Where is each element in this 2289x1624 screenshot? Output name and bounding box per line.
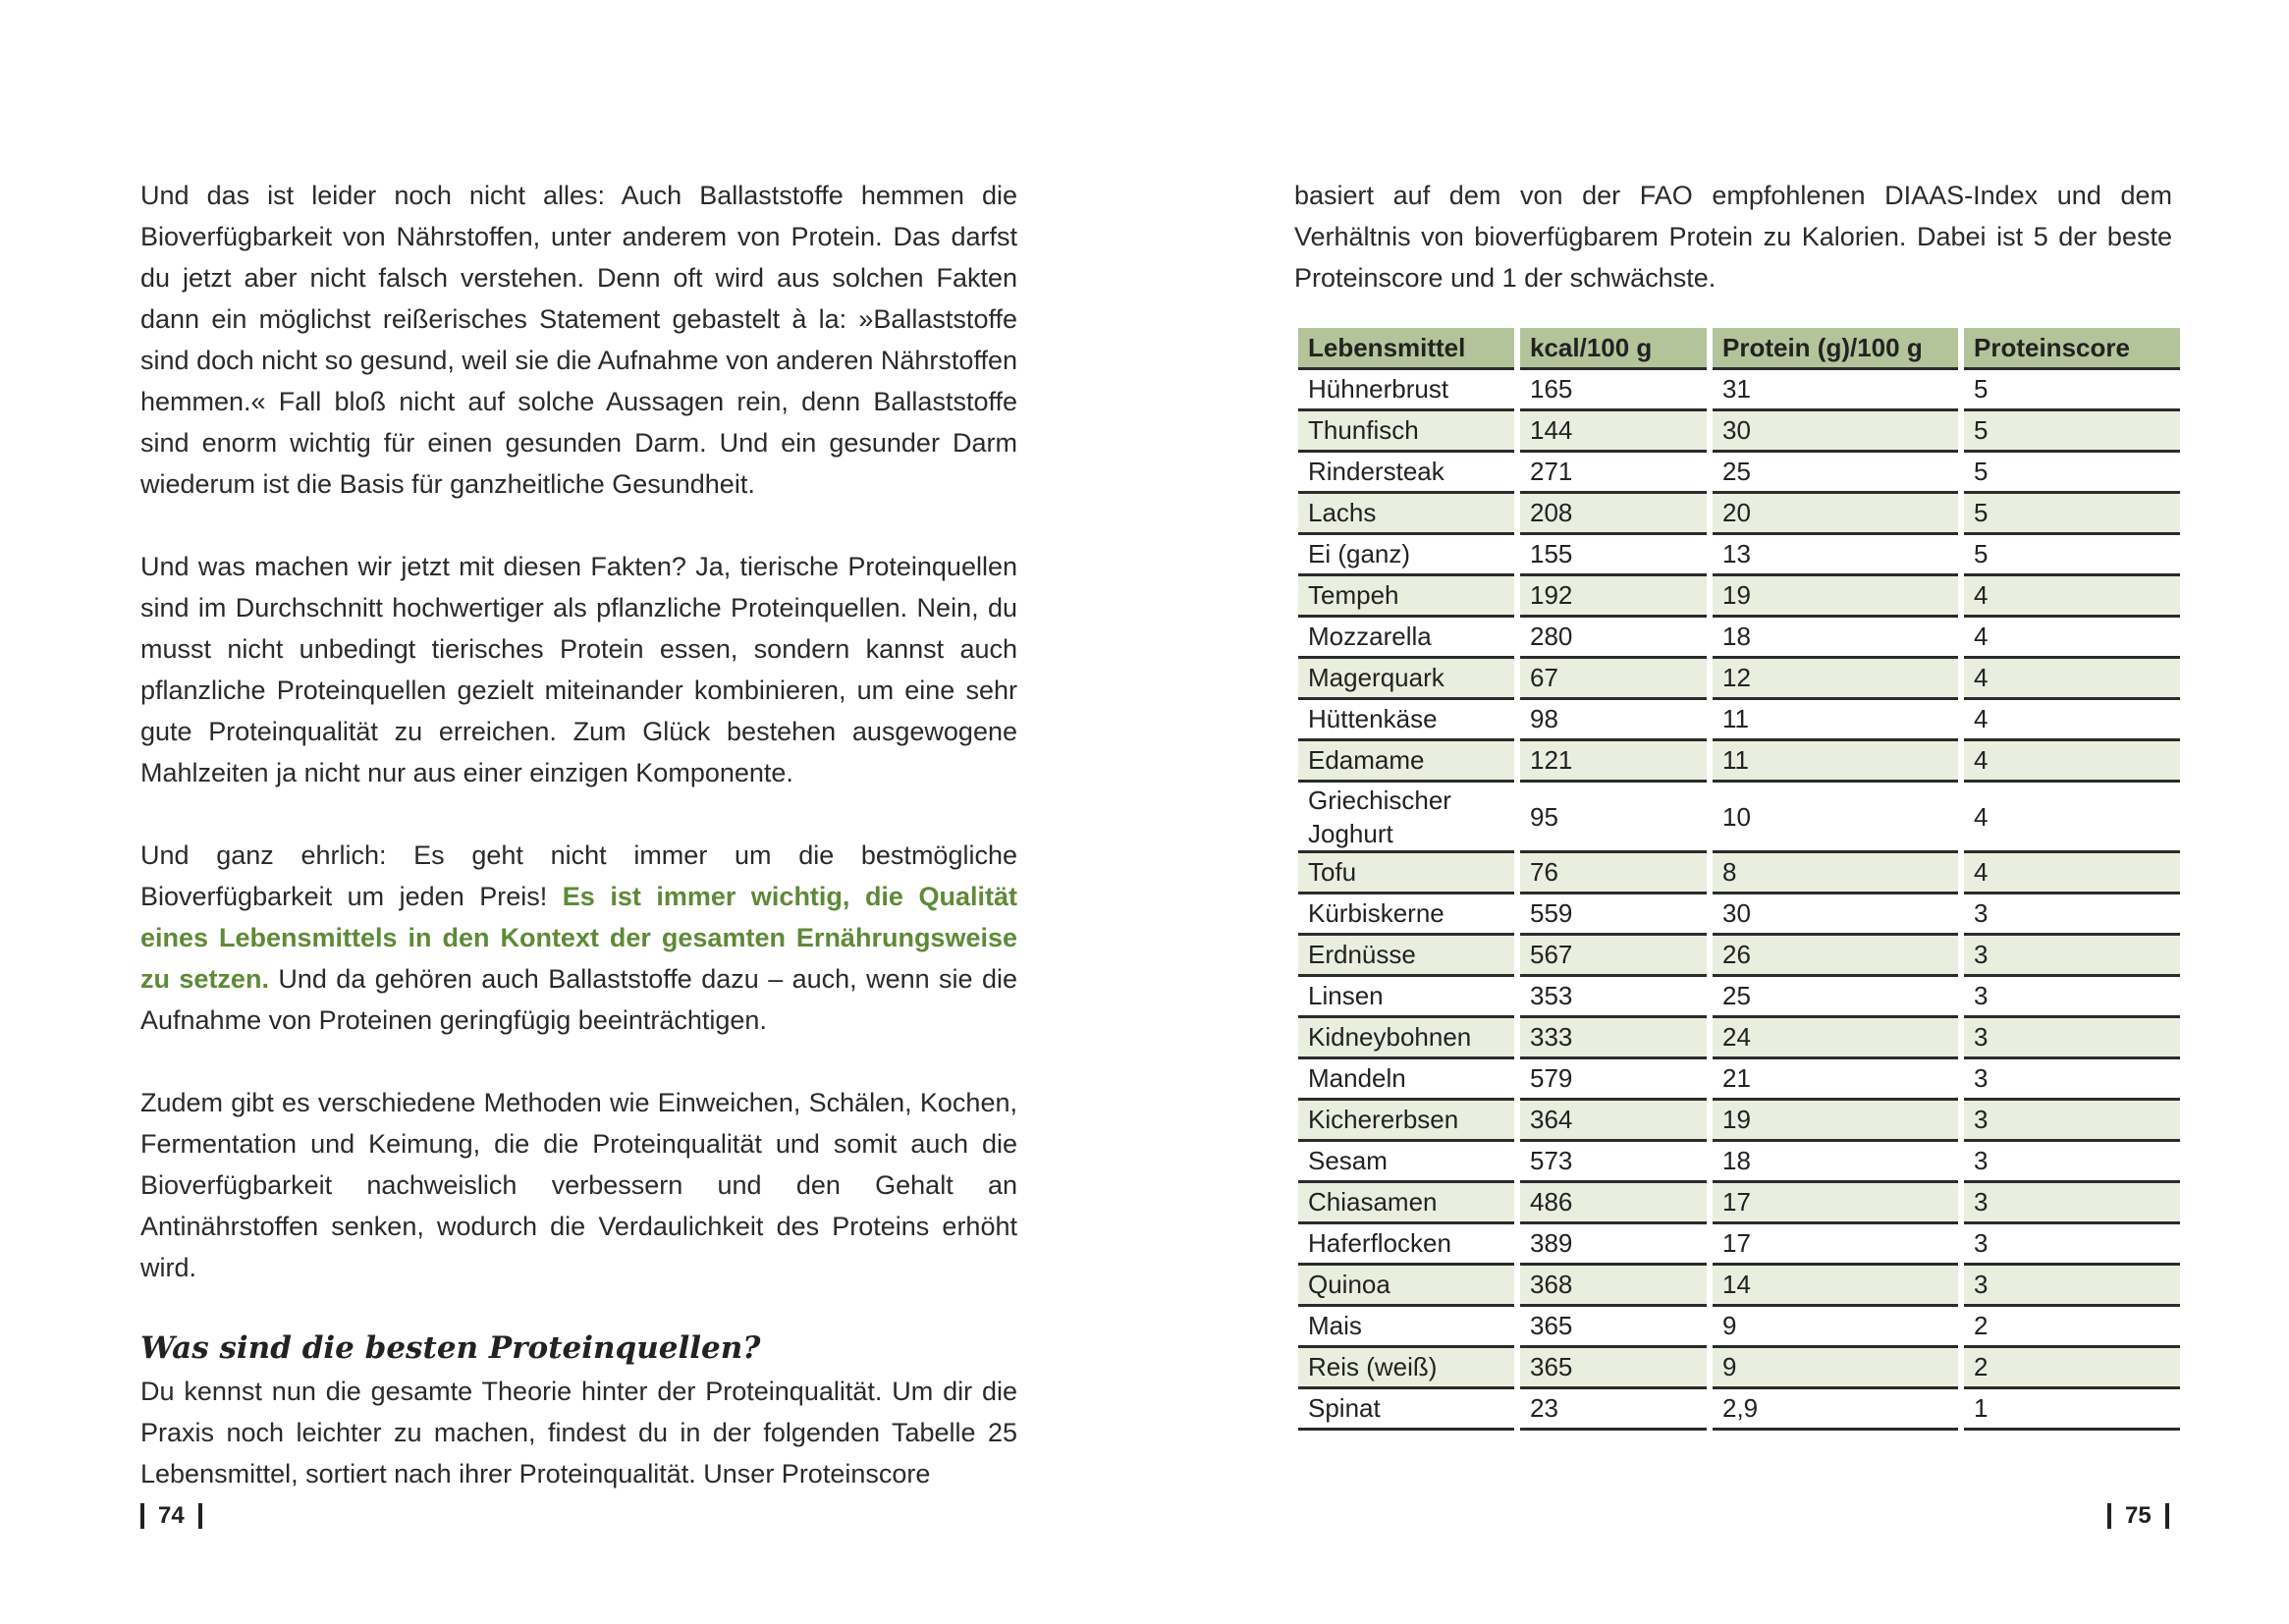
table-cell: 3 [1964,894,2180,936]
table-cell: 11 [1713,741,1958,783]
table-body [1298,370,2180,1431]
paragraph-text: Und ganz ehrlich: Es geht nicht immer um die bestmögliche Bioverfügbarkeit um jeden Preis! [140,840,1017,911]
table-cell: Quinoa [1298,1266,1514,1307]
table-header-row [1298,328,2180,370]
table-cell: 14 [1713,1266,1958,1307]
table-row [1298,1307,2180,1348]
table-cell: 18 [1713,1142,1958,1183]
table-cell: 20 [1713,494,1958,535]
table-cell: 1 [1964,1389,2180,1431]
paragraph-ballaststoffe: Und das ist leider noch nicht alles: Auch Ballaststoffe hemmen die Bioverfügbarkeit von Nährstoffen, unter anderem von Protein. Das darfst du jetzt aber nicht falsch verstehen. Denn oft wird aus solchen Fakten dann ein möglichst reißerisches Statement gebastelt à la: »Ballaststoffe sind doch nicht so gesund, weil sie die Aufnahme von anderen Nährstoffen hemmen.« Fall bloß nicht auf solche Aussagen rein, denn Ballaststoffe sind enorm wichtig für einen gesunden Darm. Und ein gesunder Darm wiederum ist die Basis für ganzheitliche Gesundheit. [140,181,1017,499]
table-cell: 67 [1520,659,1707,700]
table-row [1298,576,2180,618]
table-row [1298,1018,2180,1059]
table-cell: 76 [1520,853,1707,894]
table-row [1298,535,2180,576]
table-cell: 17 [1713,1183,1958,1224]
paragraph-methoden: Zudem gibt es verschiedene Methoden wie Einweichen, Schälen, Kochen, Fermentation und Keimung, die die Proteinqualität und somit auch die Bioverfügbarkeit nachweislich verbessern und den Gehalt an Antinährstoffen senken, wodurch die Verdaulichkeit des Proteins erhöht wird. [140,1088,1017,1282]
table-cell: 4 [1964,853,2180,894]
table-cell: 144 [1520,411,1707,453]
table-row [1298,1348,2180,1389]
table-cell: Linsen [1298,977,1514,1018]
table-cell: 165 [1520,370,1707,411]
table-cell: Magerquark [1298,659,1514,700]
table-row [1298,700,2180,741]
table-cell: 5 [1964,370,2180,411]
table-row [1298,494,2180,535]
table-row [1298,1101,2180,1142]
page-number-bar [2165,1503,2169,1529]
table-cell: Hüttenkäse [1298,700,1514,741]
table-cell: 24 [1713,1018,1958,1059]
table-cell: 4 [1964,618,2180,659]
table-cell: 19 [1713,1101,1958,1142]
page-number-bar [140,1503,144,1529]
table-cell: 5 [1964,453,2180,494]
table-cell: 4 [1964,659,2180,700]
table-cell: 10 [1713,783,1958,853]
table-cell: 389 [1520,1224,1707,1266]
table-cell: 4 [1964,783,2180,853]
table-cell: 9 [1713,1348,1958,1389]
table-cell: 280 [1520,618,1707,659]
table-row [1298,659,2180,700]
table-cell: 3 [1964,936,2180,977]
left-page [140,175,1017,1494]
table-row [1298,1224,2180,1266]
table-cell: 30 [1713,894,1958,936]
table-row [1298,618,2180,659]
table-cell: 4 [1964,700,2180,741]
table-cell: Kürbiskerne [1298,894,1514,936]
table-row [1298,977,2180,1018]
table-cell: 579 [1520,1059,1707,1101]
table-cell: Hühnerbrust [1298,370,1514,411]
table-cell: Chiasamen [1298,1183,1514,1224]
table-cell: 3 [1964,1183,2180,1224]
table-row [1298,783,2180,853]
table-cell: 567 [1520,936,1707,977]
table-cell: 23 [1520,1389,1707,1431]
table-cell: 21 [1713,1059,1958,1101]
table-cell: 155 [1520,535,1707,576]
table-cell: 3 [1964,1224,2180,1266]
table-row [1298,1059,2180,1101]
page-number-text: 75 [2125,1502,2152,1529]
table-cell: Sesam [1298,1142,1514,1183]
protein-table [1292,328,2186,1431]
table-cell: 25 [1713,453,1958,494]
table-cell: Kidneybohnen [1298,1018,1514,1059]
table-cell: 8 [1713,853,1958,894]
table-cell: 98 [1520,700,1707,741]
table-cell: 17 [1713,1224,1958,1266]
table-cell: 3 [1964,1266,2180,1307]
table-cell: Haferflocken [1298,1224,1514,1266]
table-row [1298,894,2180,936]
table-cell: 365 [1520,1307,1707,1348]
table-cell: Tofu [1298,853,1514,894]
column-header-proteinscore: Proteinscore [1964,328,2180,370]
table-cell: Spinat [1298,1389,1514,1431]
page-number-left [140,1502,202,1530]
page-number-bar [2107,1503,2111,1529]
table-row [1298,1142,2180,1183]
table-cell: 4 [1964,741,2180,783]
table-cell: 368 [1520,1266,1707,1307]
table-cell: 5 [1964,411,2180,453]
table-cell: 364 [1520,1101,1707,1142]
table-cell: 19 [1713,576,1958,618]
table-row [1298,1389,2180,1431]
table-cell: 2 [1964,1348,2180,1389]
table-cell: 486 [1520,1183,1707,1224]
paragraph-theorie: Du kennst nun die gesamte Theorie hinter der Proteinqualität. Um dir die Praxis noch leichter zu machen, findest du in der folgenden Tabelle 25 Lebensmittel, sortiert nach ihrer Proteinqualität. Unser Proteinscore [140,1377,1017,1489]
table-row [1298,936,2180,977]
table-cell: Ei (ganz) [1298,535,1514,576]
table-cell: 25 [1713,977,1958,1018]
table-cell: 31 [1713,370,1958,411]
column-header-lebensmittel: Lebensmittel [1298,328,1514,370]
page-number-right [2107,1502,2169,1530]
table-cell: 12 [1713,659,1958,700]
table-cell: 365 [1520,1348,1707,1389]
table-cell: 30 [1713,411,1958,453]
table-row [1298,411,2180,453]
column-header-protein: Protein (g)/100 g [1713,328,1958,370]
table-cell: 2,9 [1713,1389,1958,1431]
right-page [1294,175,2172,298]
table-cell: 95 [1520,783,1707,853]
table-cell: 26 [1713,936,1958,977]
table-cell: Reis (weiß) [1298,1348,1514,1389]
table-row [1298,370,2180,411]
paragraph-fakten: Und was machen wir jetzt mit diesen Fakten? Ja, tierische Proteinquellen sind im Durchschnitt hochwertiger als pflanzliche Proteinquellen. Nein, du musst nicht unbedingt tierisches Protein essen, sondern kannst auch pflanzliche Proteinquellen gezielt miteinander kombinieren, um eine sehr gute Proteinqualität zu erreichen. Zum Glück bestehen ausgewogene Mahlzeiten ja nicht nur aus einer einzigen Komponente. [140,552,1017,787]
table-cell: 3 [1964,1142,2180,1183]
table-cell: 271 [1520,453,1707,494]
table-cell: 5 [1964,494,2180,535]
table-cell: 9 [1713,1307,1958,1348]
table-cell: 573 [1520,1142,1707,1183]
table-row [1298,853,2180,894]
table-cell: 3 [1964,1018,2180,1059]
table-cell: 2 [1964,1307,2180,1348]
column-header-kcal: kcal/100 g [1520,328,1707,370]
page-number-bar [198,1503,202,1529]
table-cell: Kichererbsen [1298,1101,1514,1142]
table-cell: 18 [1713,618,1958,659]
section-heading: Was sind die besten Proteinquellen? [140,1330,761,1366]
table-cell: Mozzarella [1298,618,1514,659]
highlighted-statement: Es ist immer wichtig, die Qualität eines Lebensmittels in den Kontext der gesamten Ernährungsweise zu setzen. [140,882,1017,994]
table-cell: 3 [1964,1059,2180,1101]
paragraph-proteinscore-intro: basiert auf dem von der FAO empfohlenen DIAAS-Index und dem Verhältnis von bioverfügbarem Protein zu Kalorien. Dabei ist 5 der beste Proteinscore und 1 der schwächste. [1294,181,2172,293]
table-cell: Edamame [1298,741,1514,783]
table-cell: 3 [1964,977,2180,1018]
table-cell: Mais [1298,1307,1514,1348]
table-cell: 4 [1964,576,2180,618]
table-cell: 192 [1520,576,1707,618]
table-cell: Tempeh [1298,576,1514,618]
table-cell: 353 [1520,977,1707,1018]
table-cell: 3 [1964,1101,2180,1142]
table-cell: Rindersteak [1298,453,1514,494]
table-cell: 121 [1520,741,1707,783]
table-cell: Mandeln [1298,1059,1514,1101]
table-cell: 11 [1713,700,1958,741]
table-cell: 5 [1964,535,2180,576]
table-cell: Thunfisch [1298,411,1514,453]
paragraph-bioverfuegbarkeit [140,835,1017,1041]
table-row [1298,741,2180,783]
paragraph-text: Und da gehören auch Ballaststoffe dazu – auch, wenn sie die Aufnahme von Proteinen geringfügig beeinträchtigen. [140,964,1018,1035]
table-cell: 13 [1713,535,1958,576]
table-row [1298,1183,2180,1224]
table-cell: 208 [1520,494,1707,535]
table-row [1298,453,2180,494]
table-cell: Griechischer Joghurt [1298,783,1514,853]
table-cell: Lachs [1298,494,1514,535]
table-row [1298,1266,2180,1307]
table-cell: 559 [1520,894,1707,936]
page-number-text: 74 [158,1502,185,1529]
table-cell: Erdnüsse [1298,936,1514,977]
table-cell: 333 [1520,1018,1707,1059]
